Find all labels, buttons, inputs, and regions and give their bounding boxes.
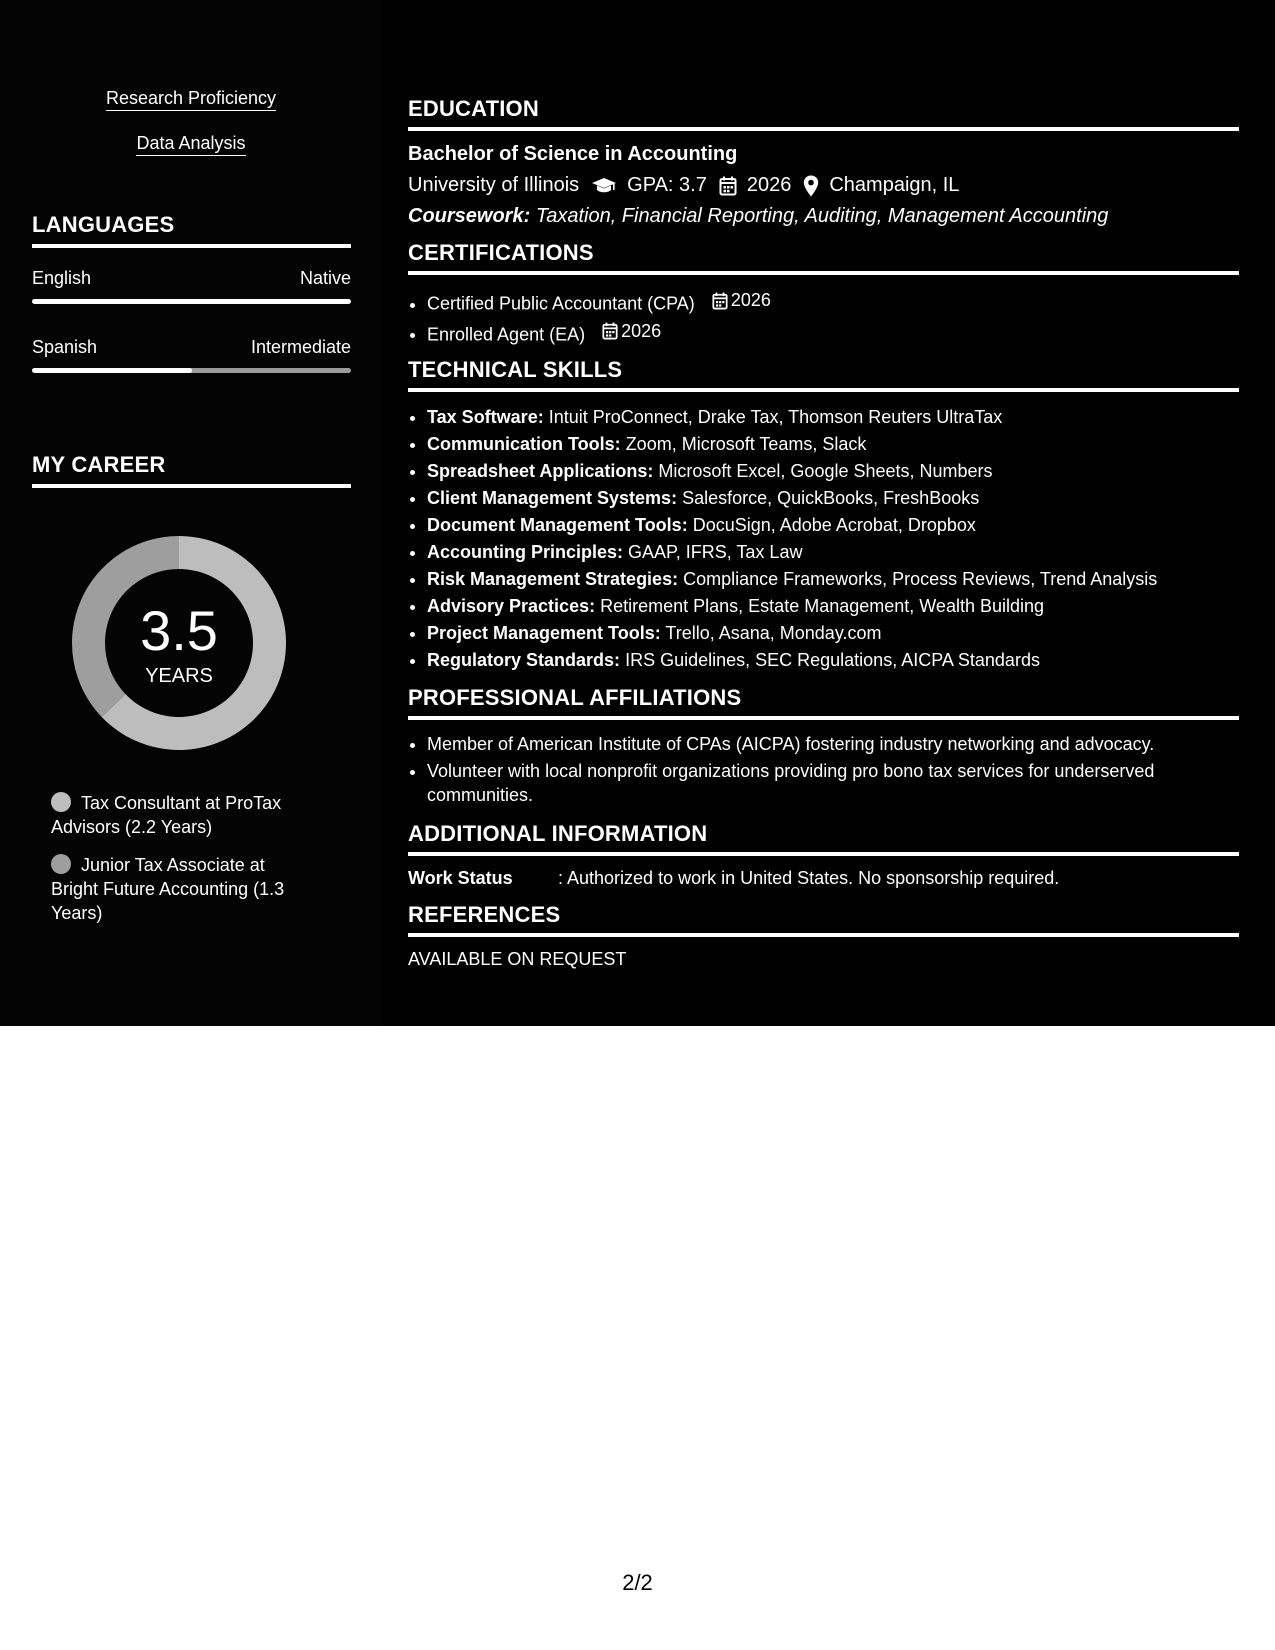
affiliations-section xyxy=(408,685,1239,807)
language-level: Native xyxy=(299,268,351,288)
certifications-section xyxy=(408,240,1239,348)
calendar-icon xyxy=(719,176,737,196)
skill-values: Microsoft Excel, Google Sheets, Numbers xyxy=(658,461,993,481)
language-level: Intermediate xyxy=(250,337,351,357)
certification-item xyxy=(427,318,1239,349)
language-bar-fill xyxy=(32,299,351,304)
language-bar-fill xyxy=(32,368,192,373)
additional-info-heading: ADDITIONAL INFORMATION xyxy=(408,821,1239,856)
technical-skill-item xyxy=(427,647,1239,674)
work-status-value: : Authorized to work in United States. No sponsorship required. xyxy=(558,868,1060,888)
skill-values: GAAP, IFRS, Tax Law xyxy=(628,542,803,562)
skill-values: Zoom, Microsoft Teams, Slack xyxy=(625,434,867,454)
skill-values: Trello, Asana, Monday.com xyxy=(665,623,882,643)
references-section xyxy=(408,902,1239,970)
calendar-icon xyxy=(602,322,618,340)
technical-skill-item xyxy=(427,620,1239,647)
skill-category: Tax Software: xyxy=(427,407,544,427)
language-bar-english xyxy=(32,299,351,304)
certifications-heading: CERTIFICATIONS xyxy=(408,240,1239,275)
additional-info-section xyxy=(408,821,1239,889)
technical-skill-item xyxy=(427,431,1239,458)
career-item-label: Tax Consultant at ProTax Advisors (2.2 Years) xyxy=(51,793,282,837)
graduation-year: 2026 xyxy=(746,174,792,196)
career-item xyxy=(51,791,311,839)
skill-category: Advisory Practices: xyxy=(427,596,596,616)
career-heading: MY CAREER xyxy=(32,452,351,488)
technical-skills-heading: TECHNICAL SKILLS xyxy=(408,357,1239,392)
skill-category: Project Management Tools: xyxy=(427,623,661,643)
skill-category: Spreadsheet Applications: xyxy=(427,461,654,481)
skill-category: Document Management Tools: xyxy=(427,515,688,535)
affiliation-item: • Member of American Institute of CPAs (AICPA) fostering industry networking and advocacy. xyxy=(427,732,1239,756)
certification-name: Enrolled Agent (EA) xyxy=(427,324,586,344)
career-donut-chart xyxy=(66,530,292,756)
career-item xyxy=(51,853,311,925)
technical-skill-item xyxy=(427,485,1239,512)
school-name: University of Illinois xyxy=(408,174,580,196)
language-name: English xyxy=(32,268,92,288)
sidebar xyxy=(0,0,382,1026)
skill-research-proficiency xyxy=(0,88,382,109)
skill-values: Salesforce, QuickBooks, FreshBooks xyxy=(682,488,980,508)
career-legend-dot xyxy=(51,854,71,874)
skill-values: IRS Guidelines, SEC Regulations, AICPA Standards xyxy=(625,650,1040,670)
calendar-icon xyxy=(712,292,728,310)
technical-skill-item xyxy=(427,458,1239,485)
career-total-unit: YEARS xyxy=(145,665,213,687)
skill-category: Accounting Principles: xyxy=(427,542,624,562)
school-location: Champaign, IL xyxy=(829,174,960,196)
career-item-label: Junior Tax Associate at Bright Future Accounting (1.3 Years) xyxy=(51,855,285,923)
skill-values: Retirement Plans, Estate Management, Wealth Building xyxy=(600,596,1045,616)
coursework xyxy=(408,205,1239,228)
skill-label: Research Proficiency xyxy=(106,88,276,111)
technical-skills-section xyxy=(408,357,1239,674)
education-details xyxy=(408,174,1239,197)
skill-category: Regulatory Standards: xyxy=(427,650,621,670)
work-status-label: Work Status xyxy=(408,868,513,888)
language-row-english xyxy=(32,268,351,289)
technical-skill-item xyxy=(427,566,1239,593)
certification-item xyxy=(427,287,1239,318)
references-heading: REFERENCES xyxy=(408,902,1239,937)
technical-skills-list xyxy=(408,404,1239,674)
technical-skill-item xyxy=(427,404,1239,431)
affiliations-heading: PROFESSIONAL AFFILIATIONS xyxy=(408,685,1239,720)
education-section xyxy=(408,96,1239,228)
certification-year: 2026 xyxy=(621,320,662,341)
skill-values: Intuit ProConnect, Drake Tax, Thomson Reuters UltraTax xyxy=(548,407,1003,427)
language-name: Spanish xyxy=(32,337,98,357)
technical-skill-item xyxy=(427,539,1239,566)
technical-skill-item xyxy=(427,512,1239,539)
language-bar-spanish xyxy=(32,368,351,373)
skill-data-analysis xyxy=(0,133,382,154)
work-status-row xyxy=(408,868,1239,889)
certifications-list xyxy=(408,287,1239,348)
skill-category: Risk Management Strategies: xyxy=(427,569,679,589)
page-number: 2/2 xyxy=(622,1570,653,1595)
references-text: AVAILABLE ON REQUEST xyxy=(408,949,627,969)
coursework-list: Taxation, Financial Reporting, Auditing, Management Accounting xyxy=(535,205,1109,227)
coursework-label: Coursework: xyxy=(408,205,531,227)
career-total-value: 3.5 xyxy=(140,599,218,662)
technical-skill-item xyxy=(427,593,1239,620)
gpa: GPA: 3.7 xyxy=(627,174,707,196)
certification-name: Certified Public Accountant (CPA) xyxy=(427,293,695,314)
languages-heading: LANGUAGES xyxy=(32,212,351,248)
career-legend-dot xyxy=(51,792,71,812)
skill-label: Data Analysis xyxy=(136,133,245,156)
affiliation-item: • Volunteer with local nonprofit organizations providing pro bono tax services for underserved communities. xyxy=(427,759,1239,807)
education-heading: EDUCATION xyxy=(408,96,1239,131)
skill-category: Client Management Systems: xyxy=(427,488,678,508)
language-row-spanish xyxy=(32,337,351,358)
location-pin-icon xyxy=(803,175,819,197)
degree-title: Bachelor of Science in Accounting xyxy=(408,143,738,165)
skill-values: Compliance Frameworks, Process Reviews, Trend Analysis xyxy=(683,569,1158,589)
skill-category: Communication Tools: xyxy=(427,434,621,454)
affiliations-list xyxy=(408,732,1239,807)
skill-values: DocuSign, Adobe Acrobat, Dropbox xyxy=(692,515,976,535)
graduation-cap-icon xyxy=(591,177,617,195)
certification-year: 2026 xyxy=(730,290,771,310)
